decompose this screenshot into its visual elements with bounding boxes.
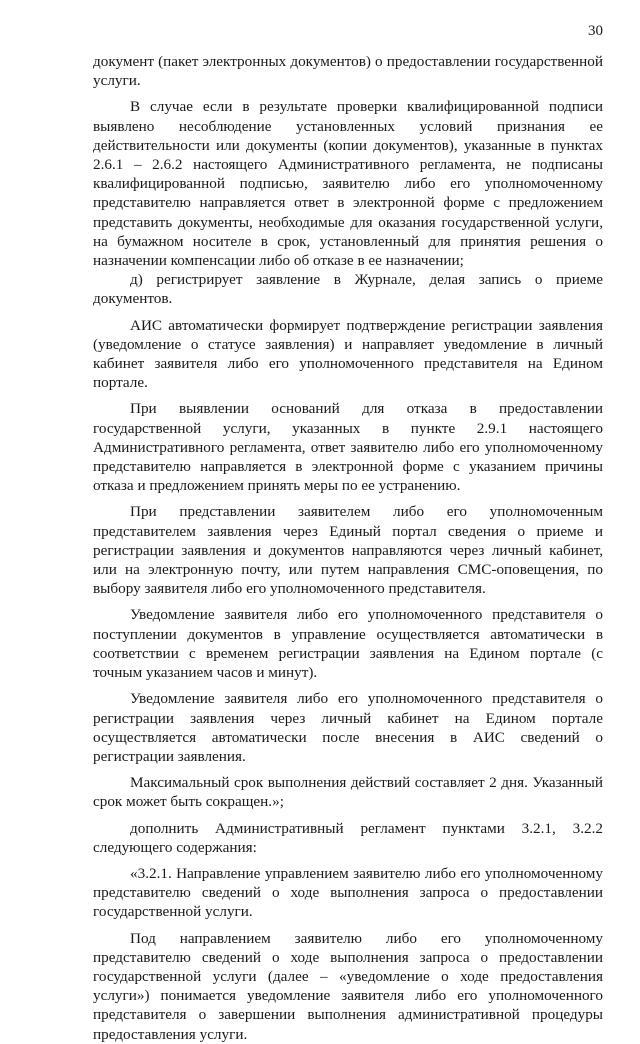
paragraph-notification-receipt: Уведомление заявителя либо его уполномоченного представителя о поступлении документов в управление осуществляется автоматически в соответствии с временем регистрации заявления на Едином портале (с точным указанием часов и минут). (93, 606, 603, 682)
paragraph-signature-check: В случае если в результате проверки квалифицированной подписи выявлено несоблюдение установленных условий признания ее действительности или документы (копии документов), указанные в пунктах 2.6.1 – 2.6.2 настоящего Административного регламента, не подписаны квалифицированной подписью, заявителю либо его уполномоченному представителю направляется ответ в электронной форме с предложением представить документы, необходимые для оказания государственной услуги, на бумажном носителе в срок, установленный для принятия решения о назначении компенсации либо об отказе в ее назначении; (93, 98, 603, 270)
paragraph-notification-registration: Уведомление заявителя либо его уполномоченного представителя о регистрации заявления через личный кабинет на Едином портале осуществляется автоматически после внесения в АИС сведений о регистрации заявления. (93, 690, 603, 765)
paragraph-registration: д) регистрирует заявление в Журнале, делая запись о приеме документов. (93, 271, 603, 308)
paragraph-max-term: Максимальный срок выполнения действий составляет 2 дня. Указанный срок может быть сокращен.»; (93, 774, 603, 811)
paragraph-portal-submission: При представлении заявителем либо его уполномоченным представителем заявления через Единый портал сведения о приеме и регистрации заявления и документов направляются через личный кабинет, или на электронную почту, или путем направления СМС-оповещения, по выбору заявителя либо его уполномоченного представителя. (93, 503, 603, 598)
paragraph-amendment: дополнить Административный регламент пунктами 3.2.1, 3.2.2 следующего содержания: (93, 819, 603, 856)
document-body (93, 52, 603, 1044)
paragraph-continuation: документ (пакет электронных документов) о предоставлении государственной услуги. (93, 53, 603, 90)
paragraph-definition: Под направлением заявителю либо его уполномоченному представителю сведений о ходе выполнения запроса о предоставлении государственной услуги (далее – «уведомление о ходе предоставления услуги») понимается уведомление заявителя либо его уполномоченного представителя о завершении выполнения административной процедуры предоставления услуги. (93, 929, 603, 1043)
paragraph-section-3-2-1: «3.2.1. Направление управлением заявителю либо его уполномоченному представителю сведений о ходе выполнения запроса о предоставлении государственной услуги. (93, 864, 603, 921)
paragraph-refusal: При выявлении оснований для отказа в предоставлении государственной услуги, указанных в пункте 2.9.1 настоящего Административного регламента, ответ заявителю либо его уполномоченному представителю направляется в электронной форме с указанием причины отказа и предложением принять меры по ее устранению. (93, 400, 603, 495)
page-number: 30 (588, 23, 603, 39)
paragraph-ais-confirmation: АИС автоматически формирует подтверждение регистрации заявления (уведомление о статусе заявления) и направляет уведомление в личный кабинет заявителя либо его уполномоченного представителя на Едином портале. (93, 316, 603, 392)
